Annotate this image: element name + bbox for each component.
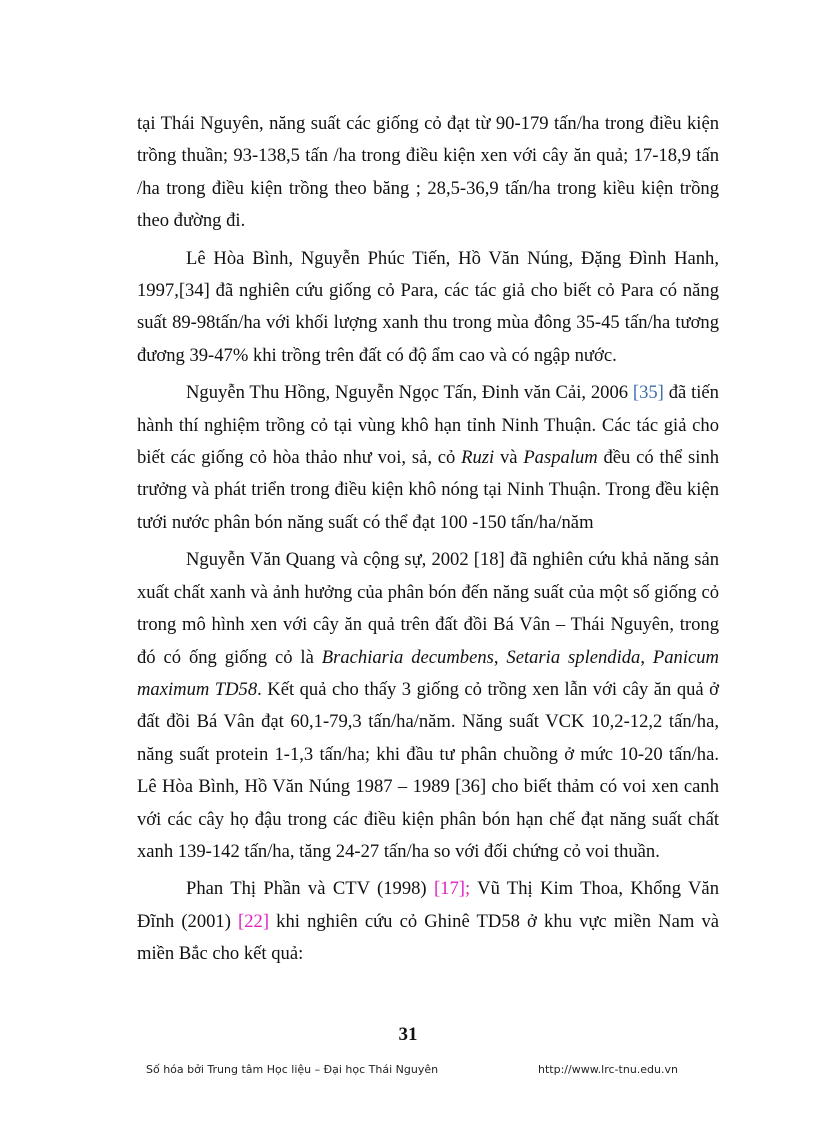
footer-credit: Số hóa bởi Trung tâm Học liệu – Đại học Thái Nguyên xyxy=(146,1063,439,1076)
text-span: Nguyễn Thu Hồng, Nguyễn Ngọc Tấn, Đinh văn Cải, 2006 xyxy=(186,382,633,404)
paragraph-2: Lê Hòa Bình, Nguyễn Phúc Tiến, Hồ Văn Núng, Đặng Đình Hanh, 1997,[34] đã nghiên cứu giống cỏ Para, các tác giả cho biết cỏ Para có năng suất 89-98tấn/ha với khối lượng xanh thu trong mùa đông 35-45 tấn/ha tương đương 39-47% khi trồng trên đất có độ ẩm cao và có ngập nước. xyxy=(137,247,719,366)
species-name: Brachiaria decumbens xyxy=(321,646,494,668)
species-name: Paspalum xyxy=(523,447,598,469)
text-span: khi nghiên cứu cỏ Ghinê TD58 ở khu vực miền Nam và miền Bắc cho kết quả: xyxy=(137,910,719,965)
document-body xyxy=(137,108,719,971)
footer-url[interactable]: http://www.lrc-tnu.edu.vn xyxy=(538,1063,678,1076)
text-span: . Kết quả cho thấy 3 giống cỏ trồng xen lẫn với cây ăn quả ở đất đồi Bá Vân đạt 60,1-79,3 tấn/ha/năm. Năng suất VCK 10,2-12,2 tấn/ha, năng suất protein 1-1,3 tấn/ha; khi đầu tư phân chuồng ở mức 10-20 tấn/ha. Lê Hòa Bình, Hồ Văn Núng 1987 – 1989 [36] cho biết thảm có voi xen canh với các cây họ đậu trong các điều kiện phân bón hạn chế đạt năng suất chất xanh 139-142 tấn/ha, tăng 24-27 tấn/ha so với đối chứng cỏ voi thuần. xyxy=(137,678,720,862)
text-span: và xyxy=(494,447,524,469)
species-name: Ruzi xyxy=(461,447,495,469)
species-name: Setaria splendida xyxy=(506,646,641,668)
page-number: 31 xyxy=(398,1024,418,1045)
paragraph-1: tại Thái Nguyên, năng suất các giống cỏ đạt từ 90-179 tấn/ha trong điều kiện trồng thuần; 93-138,5 tấn /ha trong điều kiện xen với cây ăn quả; 17-18,9 tấn /ha trong điều kiện trồng theo băng ; 28,5-36,9 tấn/ha trong kiều kiện trồng theo đường đi. xyxy=(137,113,719,232)
citation-link[interactable]: [35] xyxy=(632,382,664,404)
paragraph-5 xyxy=(137,873,719,970)
text-span: Vũ Thị Kim Thoa, Khổng Văn Đĩnh (2001) xyxy=(137,878,719,932)
text-span: , xyxy=(493,646,507,668)
text-span: đều có thể sinh trưởng và phát triển trong điều kiện khô nóng tại Ninh Thuận. Trong đều kiện tưới nước phân bón năng suất có thể đạt 100 -150 tấn/ha/năm xyxy=(137,447,719,533)
text-span: Phan Thị Phần và CTV (1998) xyxy=(186,878,434,900)
paragraph-3 xyxy=(137,377,719,539)
paragraph-4 xyxy=(137,544,719,868)
citation-link[interactable]: [17]; xyxy=(433,878,471,900)
text-span: Nguyễn Văn Quang và cộng sự, 2002 [18] đã nghiên cứu khả năng sản xuất chất xanh và ảnh hưởng của phân bón đến năng suất của một số giống cỏ trong mô hình xen với cây ăn quả trên đất đồi Bá Vân – Thái Nguyên, trong đó có ống giống cỏ là xyxy=(137,549,719,668)
species-name: Panicum maximum TD58 xyxy=(137,646,719,700)
citation-link[interactable]: [22] xyxy=(238,910,270,932)
text-span: , xyxy=(640,646,653,668)
text-span: đã tiến hành thí nghiệm trồng cỏ tại vùng khô hạn tỉnh Ninh Thuận. Các tác giả cho biết các giống cỏ hòa thảo như voi, sả, cỏ xyxy=(137,382,719,469)
